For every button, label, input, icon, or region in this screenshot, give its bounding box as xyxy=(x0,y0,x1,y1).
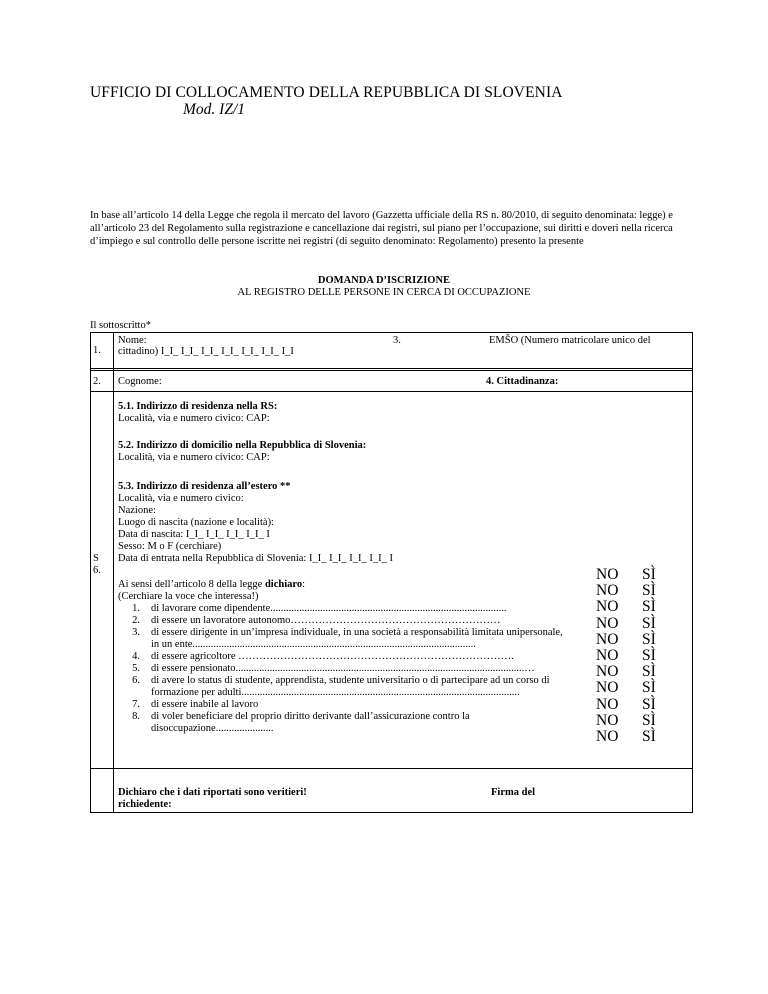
address-abroad-line5: Sesso: M o F (cerchiare) xyxy=(118,541,222,552)
truthful-statement: Dichiaro che i dati riportati sono veritieri! xyxy=(118,787,307,798)
declaration-section xyxy=(118,579,570,735)
declaration-item-number: 2. xyxy=(132,615,140,626)
option-no[interactable]: NO xyxy=(596,728,619,746)
signature-label: Firma del xyxy=(491,787,536,798)
address-abroad-line6: Data di entrata nella Repubblica di Slovenia: I_I_ I_I_ I_I_ I_I_ I xyxy=(118,553,393,564)
declaration-item-text: di essere pensionato..............................................................................................................… xyxy=(151,663,535,674)
office-title: UFFICIO DI COLLOCAMENTO DELLA REPUBBLICA DI SLOVENIA xyxy=(90,84,563,101)
option-si[interactable]: SÌ xyxy=(642,647,656,665)
declaration-item-text: di essere agricoltore ……………………………………………………………………. xyxy=(151,651,514,662)
option-no[interactable]: NO xyxy=(596,695,619,713)
declaration-item-number: 7. xyxy=(132,699,140,710)
address-abroad-line1: Località, via e numero civico: xyxy=(118,493,244,504)
declaration-item-number: 5. xyxy=(132,663,140,674)
option-si[interactable]: SÌ xyxy=(642,663,656,681)
declaration-item-number: 1. xyxy=(132,603,140,614)
option-no[interactable]: NO xyxy=(596,630,619,648)
declaration-item-number: 3. xyxy=(132,627,140,638)
signature-area xyxy=(118,787,307,811)
option-si[interactable]: SÌ xyxy=(642,630,656,648)
intro-paragraph: In base all’articolo 14 della Legge che regola il mercato del lavoro (Gazzetta ufficiale della RS n. 80/2010, di seguito denominata: legge) e all’articolo 23 del Regolamento sulla registrazione e cancellazione dai registri, sul piano per l’occupazione, sui diritti e doveri nella ricerca d’impiego e sul controllo delle persone iscritte nei registri (di seguito denominato: Regolamento) presento la presente xyxy=(90,210,673,247)
address-abroad-line3: Luogo di nascita (nazione e località): xyxy=(118,517,274,528)
declaration-item xyxy=(118,615,570,627)
declaration-hint: (Cerchiare la voce che interessa!) xyxy=(118,591,259,602)
declaration-item-text: di essere un lavoratore autonomo…………………………………………………… xyxy=(151,615,501,626)
option-si[interactable]: SÌ xyxy=(642,695,656,713)
row-divider-1 xyxy=(91,368,692,369)
option-no[interactable]: NO xyxy=(596,614,619,632)
application-form-table xyxy=(90,332,693,813)
address-domicile-line: Località, via e numero civico: CAP: xyxy=(118,452,270,463)
declaration-item-text: di essere dirigente in un’impresa individuale, in una società a responsabilità limitata unipersonale, in un ente............................................................................................................ xyxy=(151,627,563,650)
declaration-item-number: 6. xyxy=(132,675,140,686)
address-domicile-section xyxy=(118,440,366,464)
option-no[interactable]: NO xyxy=(596,711,619,729)
row-number-3: 3. xyxy=(393,335,401,346)
option-si[interactable]: SÌ xyxy=(642,566,656,583)
declaration-item xyxy=(118,627,570,651)
declaration-item xyxy=(118,663,570,675)
address-domicile-title: 5.2. Indirizzo di domicilio nella Repubblica di Slovenia: xyxy=(118,440,367,451)
option-no[interactable]: NO xyxy=(596,566,619,583)
declaration-item-text: di essere inabile al lavoro xyxy=(151,699,259,710)
declaration-item xyxy=(118,711,570,735)
option-si[interactable]: SÌ xyxy=(642,728,656,746)
option-no[interactable]: NO xyxy=(596,598,619,616)
declaration-item-number: 8. xyxy=(132,711,140,722)
option-no[interactable]: NO xyxy=(596,679,619,697)
declaration-item-text: di avere lo status di studente, apprendista, studente universitario o di partecipare ad un corso di formazione per adulti.......................................................................................................... xyxy=(151,675,550,698)
declaration-item xyxy=(118,675,570,699)
option-si[interactable]: SÌ xyxy=(642,598,656,616)
document-title xyxy=(90,275,678,299)
declaration-item-number: 4. xyxy=(132,651,140,662)
no-options-column xyxy=(596,567,618,745)
form-code: Mod. IZ/1 xyxy=(183,101,245,118)
option-no[interactable]: NO xyxy=(596,663,619,681)
emso-label: EMŠO (Numero matricolare unico del xyxy=(489,335,651,346)
option-no[interactable]: NO xyxy=(596,647,619,665)
label-cognome: Cognome: xyxy=(118,376,162,387)
label-cittadinanza: 4. Cittadinanza: xyxy=(486,376,559,387)
address-rs-section xyxy=(118,401,277,425)
row-number-6: 6. xyxy=(93,565,101,576)
side-letter-s: S xyxy=(93,553,99,564)
address-abroad-section xyxy=(118,481,393,565)
undersigned-label: Il sottoscritto* xyxy=(90,320,151,331)
row-divider-2 xyxy=(91,391,692,392)
number-column-divider xyxy=(113,333,114,812)
si-options-column xyxy=(642,567,656,745)
declaration-item xyxy=(118,603,570,615)
option-si[interactable]: SÌ xyxy=(642,679,656,697)
document-title-line2: AL REGISTRO DELLE PERSONE IN CERCA DI OCCUPAZIONE xyxy=(237,287,531,298)
cittadino-code-field: cittadino) I_I_ I_I_ I_I_ I_I_ I_I_ I_I_ I_I xyxy=(118,346,294,357)
document-title-line1: DOMANDA D’ISCRIZIONE xyxy=(317,275,451,286)
declaration-lead xyxy=(118,579,570,591)
row-number-1: 1. xyxy=(93,345,101,356)
applicant-label: richiedente: xyxy=(118,799,172,810)
address-abroad-line2: Nazione: xyxy=(118,505,156,516)
row-number-2: 2. xyxy=(93,376,101,387)
option-si[interactable]: SÌ xyxy=(642,711,656,729)
address-rs-line: Località, via e numero civico: CAP: xyxy=(118,413,270,424)
label-nome: Nome: xyxy=(118,335,147,346)
declaration-item-text: di voler beneficiare del proprio diritto derivante dall’assicurazione contro la disoccupazione...................... xyxy=(151,711,470,734)
declaration-lead-bold: dichiaro xyxy=(264,579,303,590)
declaration-lead-pre: Ai sensi dell’articolo 8 della legge xyxy=(118,579,265,590)
declaration-lead-post: : xyxy=(302,579,306,590)
declaration-item-text: di lavorare come dipendente.......................................................................................... xyxy=(151,603,507,614)
option-no[interactable]: NO xyxy=(596,582,619,600)
address-rs-title: 5.1. Indirizzo di residenza nella RS: xyxy=(118,401,278,412)
address-abroad-line4: Data di nascita: I_I_ I_I_ I_I_ I_I_ I xyxy=(118,529,270,540)
address-abroad-title: 5.3. Indirizzo di residenza all’estero ** xyxy=(118,481,291,492)
row-divider-1b xyxy=(91,370,692,371)
option-si[interactable]: SÌ xyxy=(642,614,656,632)
option-si[interactable]: SÌ xyxy=(642,582,656,600)
declaration-item xyxy=(118,699,570,711)
declaration-item xyxy=(118,651,570,663)
row-divider-3 xyxy=(91,768,692,769)
